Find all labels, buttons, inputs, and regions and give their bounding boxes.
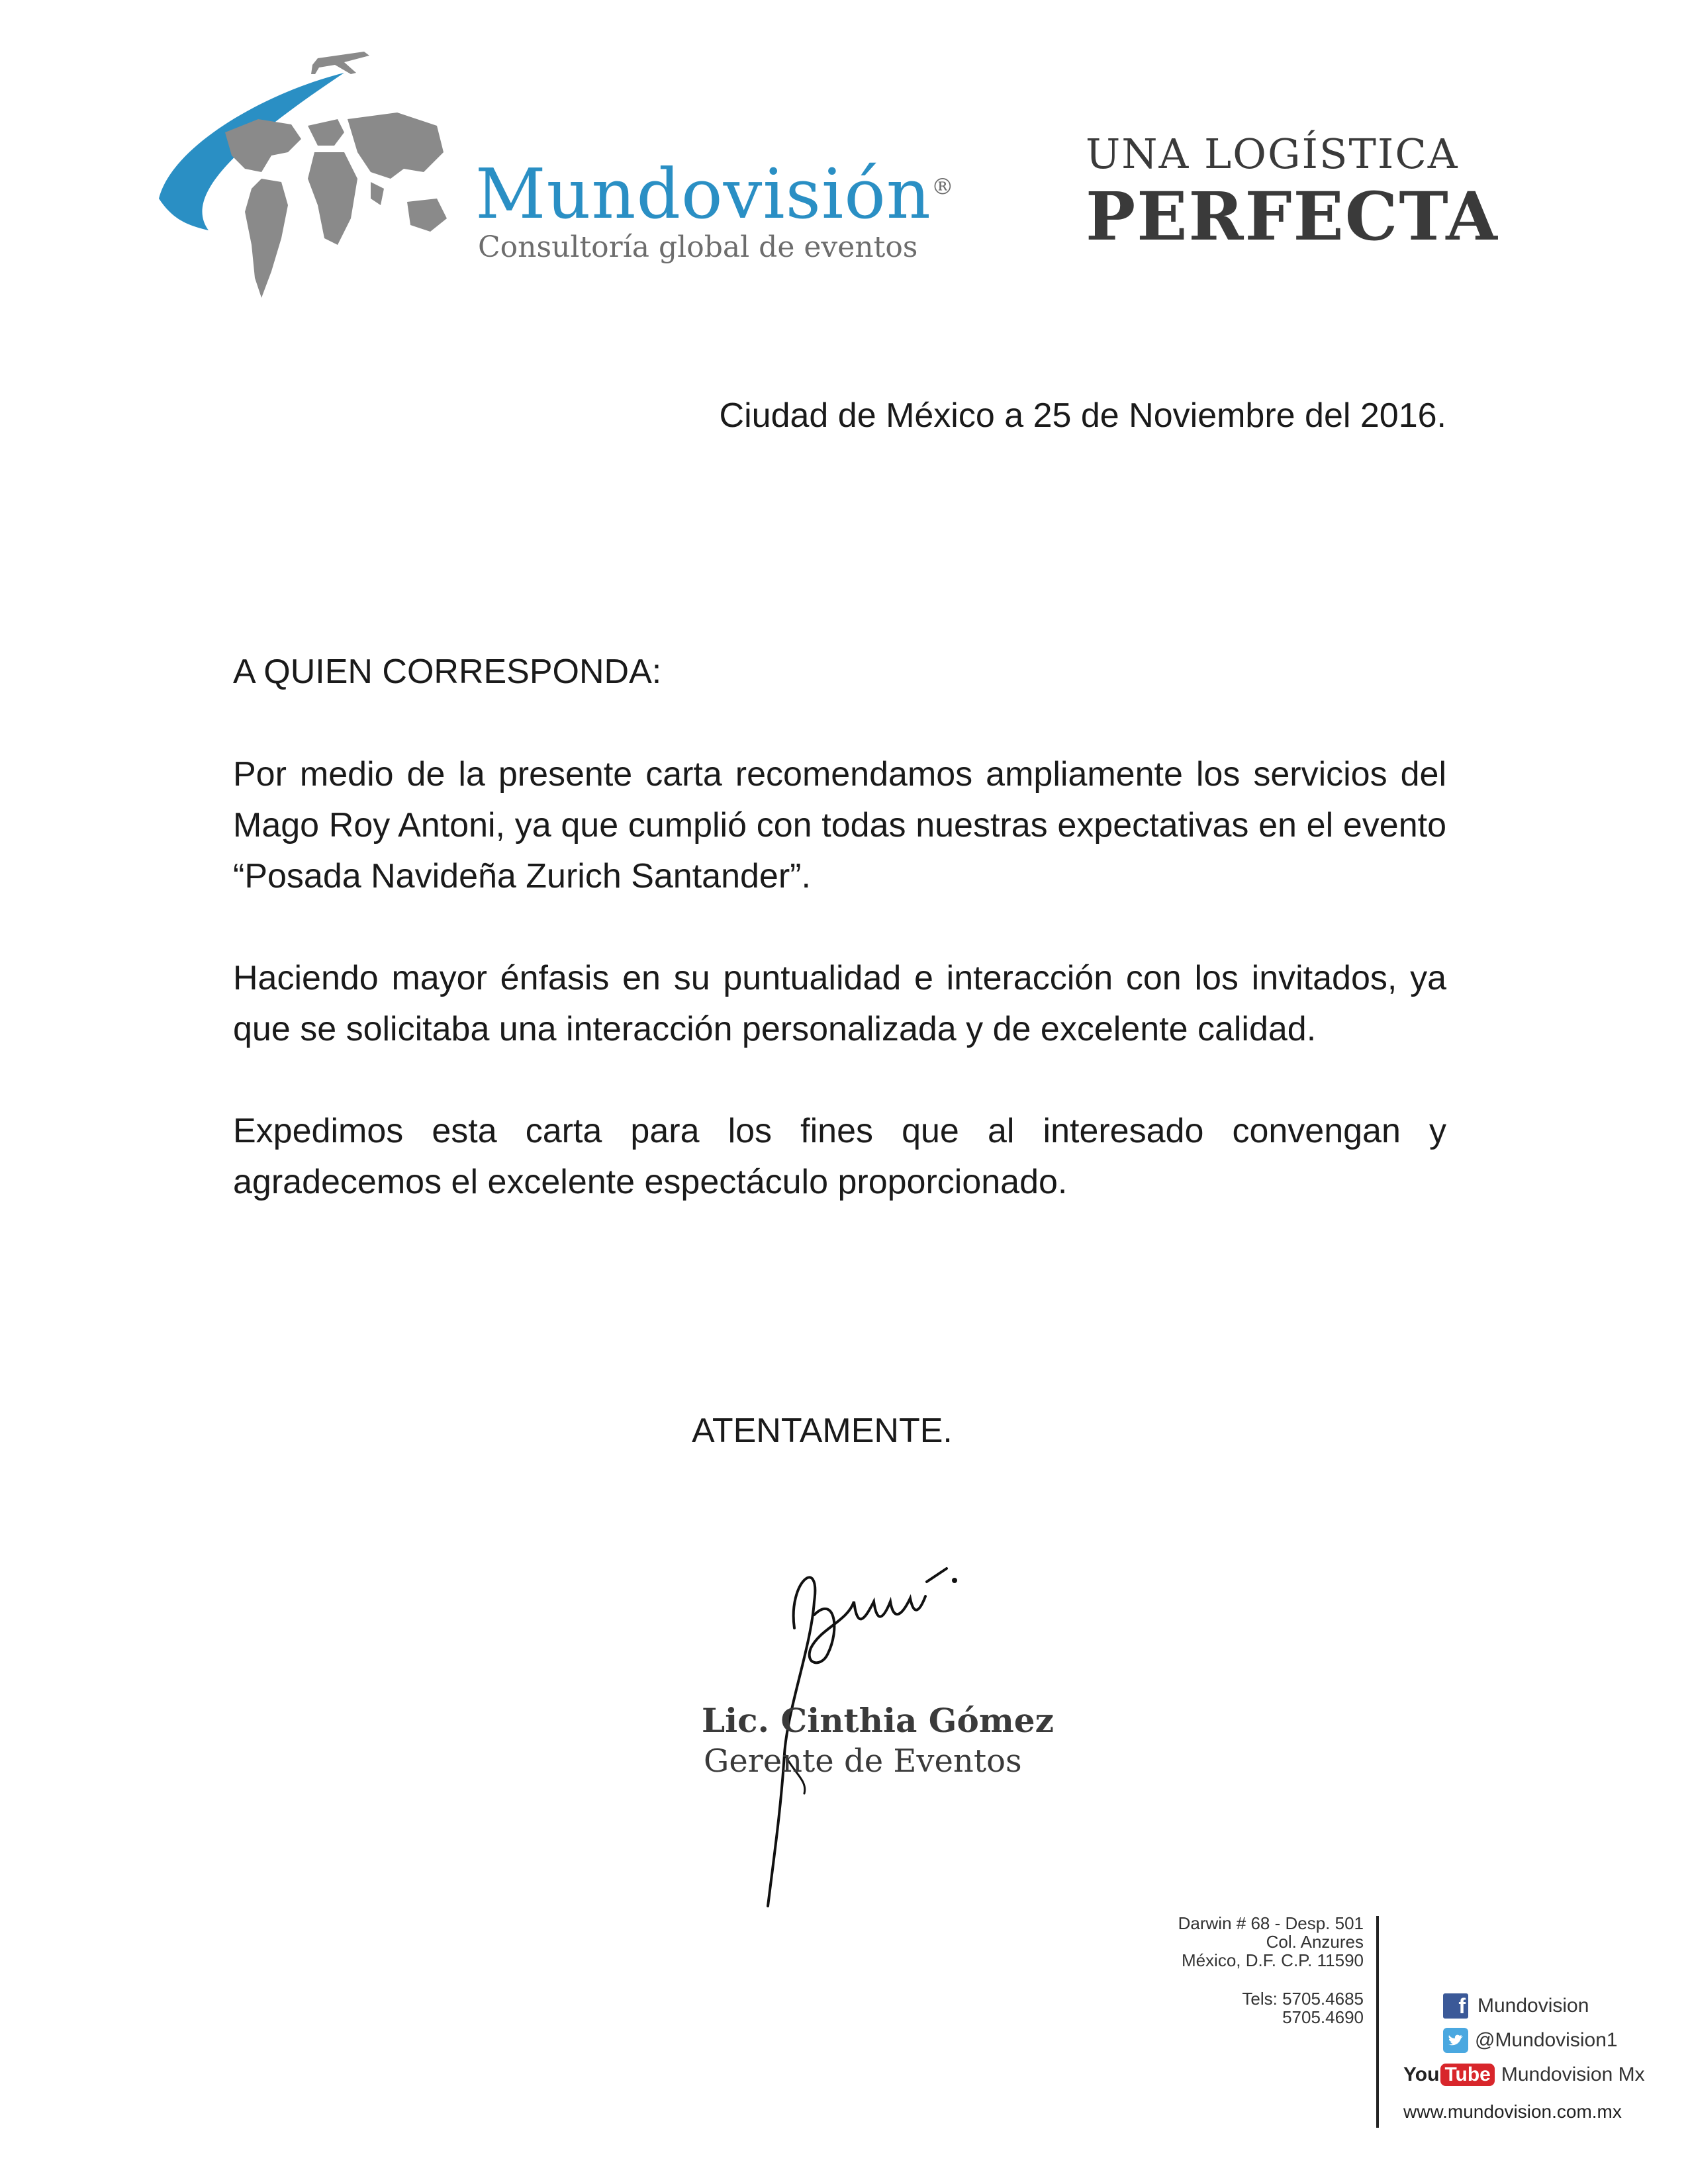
footer-address	[1072, 1914, 1364, 2026]
letter-body	[233, 749, 1446, 1259]
paragraph-2: Haciendo mayor énfasis en su puntualidad e interacción con los invitados, ya que se solicitaba una interacción personalizada y de excelente calidad.	[233, 959, 1446, 1048]
paragraph-1: Por medio de la presente carta recomendamos ampliamente los servicios del Mago Roy Antoni, ya que cumplió con todas nuestras expectativas en el evento “Posada Navideña Zurich Santander”.	[233, 755, 1446, 895]
address-line-2: Col. Anzures	[1266, 1932, 1364, 1952]
airplane-icon	[311, 52, 369, 74]
twitter-icon	[1443, 2028, 1468, 2053]
facebook-handle: Mundovision	[1477, 1995, 1589, 2017]
paragraph-3: Expedimos esta carta para los fines que al interesado convengan y agradecemos el excelente espectáculo proporcionado.	[233, 1112, 1446, 1201]
brand-name: Mundovisión®	[475, 154, 955, 234]
twitter-handle: @Mundovision1	[1475, 2029, 1618, 2051]
social-links	[1403, 1989, 1681, 2092]
phone-line-2: 5705.4690	[1282, 2007, 1364, 2027]
youtube-handle: Mundovision Mx	[1501, 2064, 1645, 2085]
globe-logo-icon	[146, 46, 463, 324]
continents-shape	[225, 113, 447, 298]
slogan-line-1: UNA LOGÍSTICA	[1086, 130, 1459, 178]
facebook-link[interactable]	[1403, 1989, 1681, 2023]
youtube-icon: You Tube	[1403, 2064, 1495, 2086]
letter-closing: ATENTAMENTE.	[692, 1412, 953, 1450]
letter-date: Ciudad de México a 25 de Noviembre del 2016.	[719, 396, 1446, 435]
youtube-link[interactable]	[1403, 2058, 1681, 2092]
slogan	[1086, 130, 1499, 255]
signer-title: Gerente de Eventos	[704, 1743, 1022, 1780]
signer-name: Lic. Cinthia Gómez	[702, 1701, 1054, 1740]
facebook-icon: f	[1443, 1993, 1468, 2019]
phone-line-1: Tels: 5705.4685	[1242, 1989, 1364, 2009]
twitter-link[interactable]	[1403, 2023, 1681, 2058]
letter-addressee: A QUIEN CORRESPONDA:	[233, 653, 662, 691]
slogan-line-2: PERFECTA	[1086, 177, 1499, 255]
address-line-1: Darwin # 68 - Desp. 501	[1178, 1913, 1364, 1933]
address-line-3: México, D.F. C.P. 11590	[1181, 1950, 1364, 1970]
brand-tagline: Consultoría global de eventos	[478, 230, 918, 264]
footer-divider	[1376, 1916, 1379, 2128]
website-link[interactable]: www.mundovision.com.mx	[1403, 2101, 1622, 2122]
handwritten-signature	[748, 1555, 973, 1926]
registered-mark: ®	[931, 173, 955, 201]
